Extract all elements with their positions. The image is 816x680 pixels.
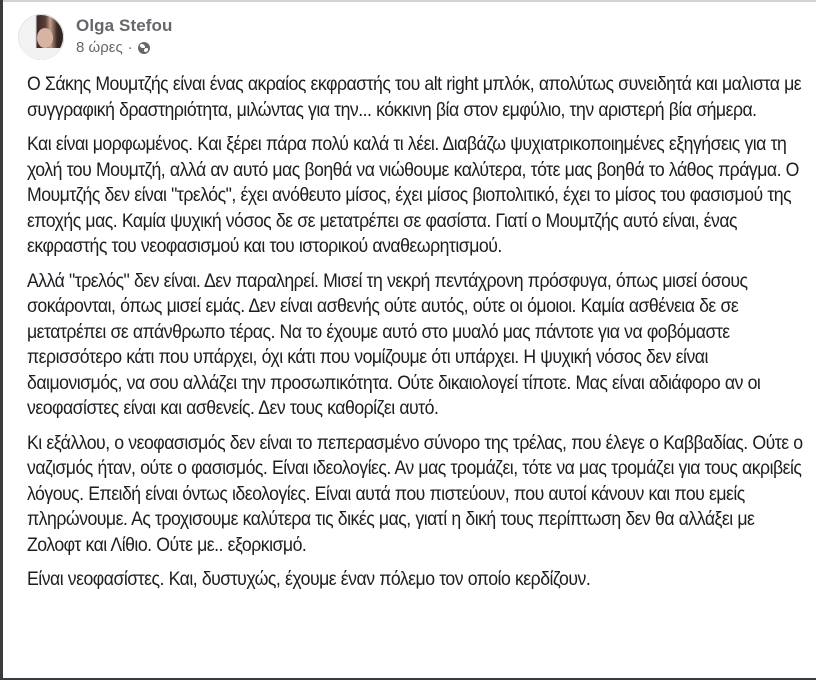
timestamp-row xyxy=(76,38,173,58)
post-paragraph: Αλλά "τρελός" δεν είναι. Δεν παραληρεί. Μισεί τη νεκρή πεντάχρονη πρόσφυγα, όπως μισεί όσους σοκάρονται, όπως μισεί εμάς. Δεν είναι ασθενής ούτε αυτός, ούτε οι όμοιοι. Καμία ασθένεια δε σε μετατρέπει σε απάνθρωπο τέρας. Να το έχουμε αυτό στο μυαλό μας πάντοτε για να φοβόμαστε περισσότερο κάτι που υπάρχει, όχι κάτι που νομίζουμε ότι υπάρχει. Η ψυχική νόσος δεν είναι δαιμονισμός, να σου αλλάζει την προσωπικότητα. Ούτε δικαιολογεί τίποτε. Μας είναι αδιάφορο αν οι νεοφασίστες είναι και ασθενείς. Δεν τους καθορίζει αυτό. xyxy=(27,270,761,419)
post-body xyxy=(3,62,816,593)
post-paragraph: Κι εξάλλου, ο νεοφασισμός δεν είναι το πεπερασμένο σύνορο της τρέλας, που έλεγε ο Καββαδίας. Ούτε ο ναζισμός ήταν, ούτε ο φασισμός. Είναι ιδεολογίες. Αν μας τρομάζει, τότε να μας τρομάζει για τους ακριβείς λόγους. Επειδή είναι όντως ιδεολογίες. Είναι αυτά που πιστεύουν, που αυτοί κάνουν και που εμείς πληρώνουμε. Ας τροχισουμε καλύτερα τις δικές μας, γιατί η δική τους περίπτωση δεν θα αλλάξει με Ζολοφτ και Λίθιο. Ούτε με.. εξορκισμό. xyxy=(27,432,803,556)
separator-dot: · xyxy=(127,39,133,56)
facebook-post xyxy=(3,2,816,678)
timestamp[interactable]: 8 ώρες xyxy=(76,39,123,56)
avatar-shirt xyxy=(18,48,64,60)
post-header xyxy=(3,2,816,62)
author-name[interactable]: Olga Stefou xyxy=(76,16,173,35)
post-paragraph: Είναι νεοφασίστες. Και, δυστυχώς, έχουμε έναν πόλεμο τον οποίο κερδίζουν. xyxy=(27,569,591,590)
avatar[interactable] xyxy=(18,14,64,60)
post-paragraph: Ο Σάκης Μουμτζής είναι ένας ακραίος εκφραστής του alt right μπλόκ, απολύτως συνειδητά και μαλιστα με συγγραφική δραστηριότητα, μιλώντας για την... κόκκινη βία στον εμφύλιο, την αριστερή βία σήμερα. xyxy=(27,74,802,121)
post-meta xyxy=(76,16,173,58)
post-paragraph: Και είναι μορφωμένος. Και ξέρει πάρα πολύ καλά τι λέει. Διαβάζω ψυχιατρικοποιημένες εξηγήσεις για τη χολή του Μουμτζή, αλλά αν αυτό μας βοηθά να νιώθουμε καλύτερα, τότε μας βοηθά το λάθος πράγμα. Ο Μουμτζής δεν είναι "τρελός", έχει ανόθευτο μίσος, έχει μίσος βιοπολιτικό, έχει το μίσος του φασισμού της εποχής μας. Καμία ψυχική νόσος δε σε μετατρέπει σε φασίστα. Γιατί ο Μουμτζής αυτό είναι, ένας εκφραστής του νεοφασισμού και του ιστορικού αναθεωρητισμού. xyxy=(27,134,799,257)
avatar-face xyxy=(37,28,53,48)
globe-icon[interactable] xyxy=(138,42,150,54)
